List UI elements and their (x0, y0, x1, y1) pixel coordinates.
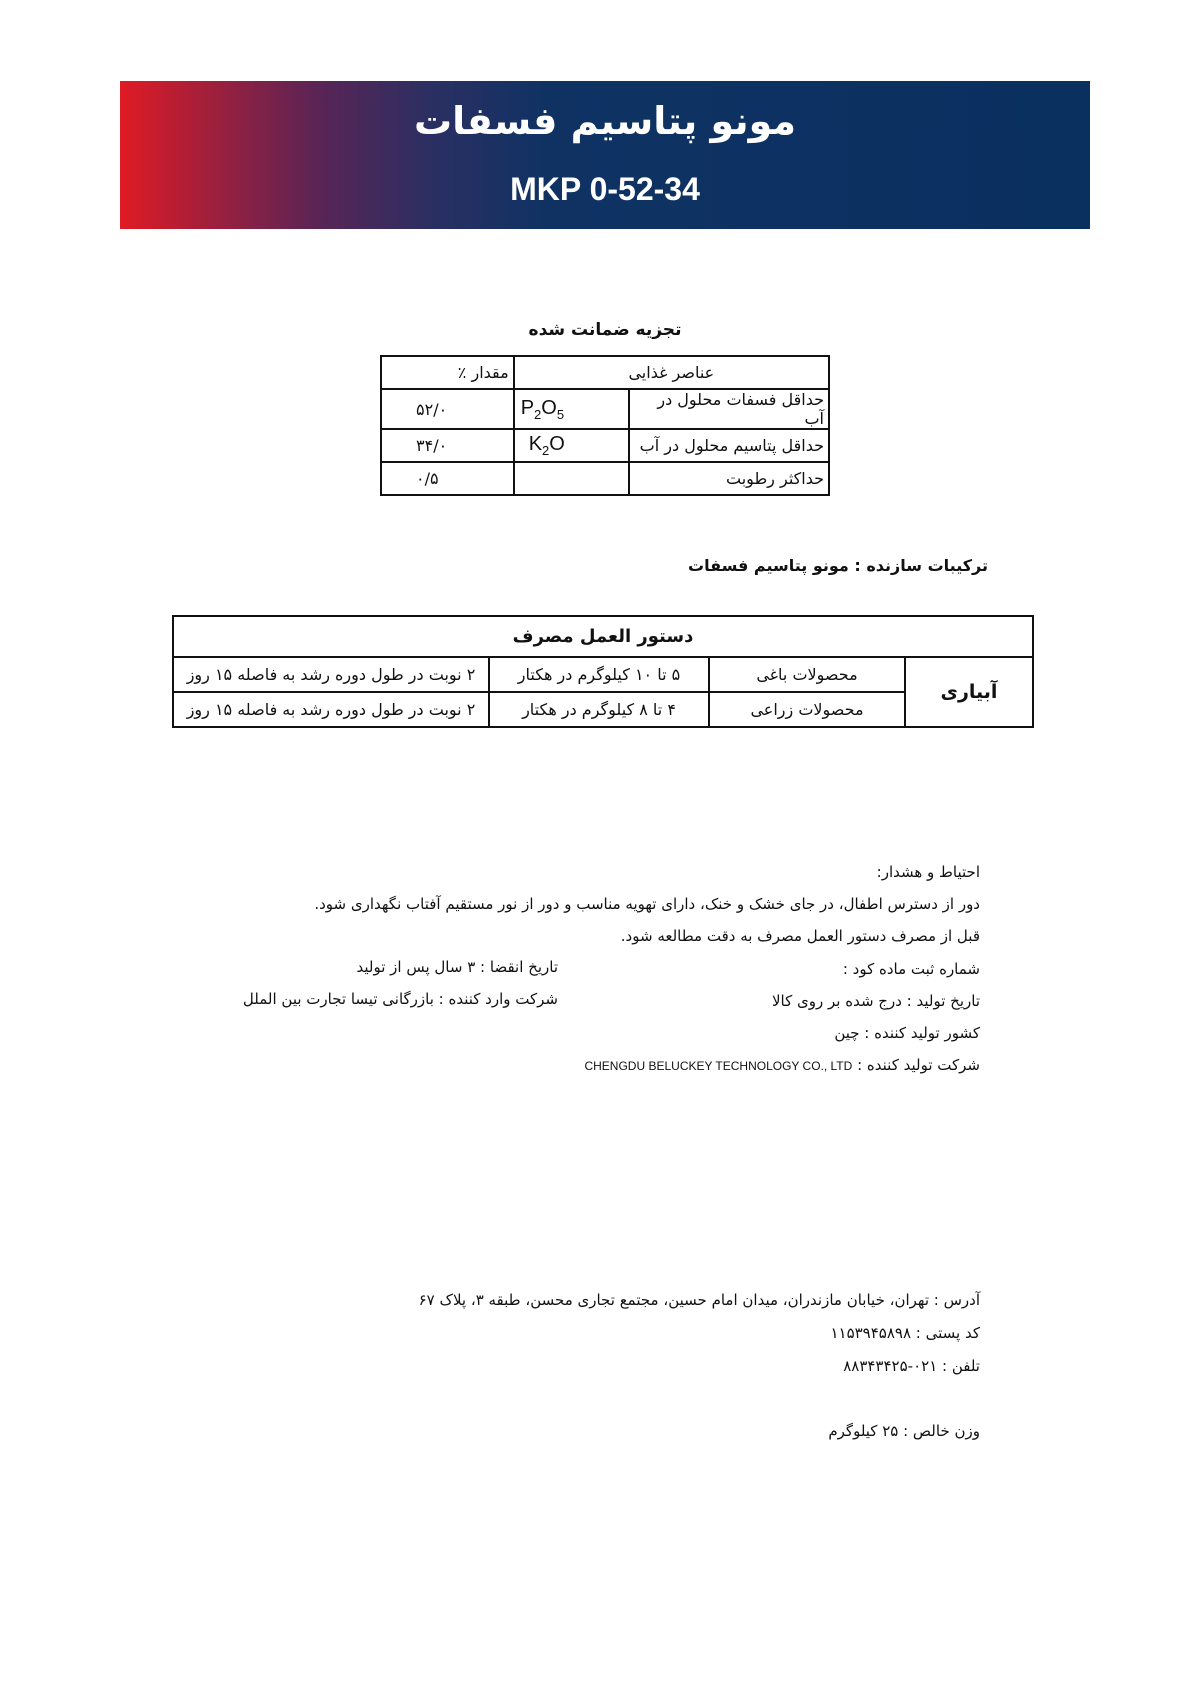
formula-element: O (549, 433, 565, 455)
product-code: MKP 0-52-34 (510, 171, 700, 207)
nutrient-name: حداکثر رطوبت (629, 462, 829, 495)
application-schedule: ۲ نوبت در طول دوره رشد به فاصله ۱۵ روز (173, 692, 489, 727)
table-row (381, 389, 829, 429)
application-schedule: ۲ نوبت در طول دوره رشد به فاصله ۱۵ روز (173, 657, 489, 692)
application-rate: ۵ تا ۱۰ کیلوگرم در هکتار (489, 657, 709, 692)
address: آدرس : تهران، خیابان مازندران، میدان امام حسین، مجتمع تجاری محسن، طبقه ۳، پلاک ۶۷ (418, 1291, 980, 1309)
warnings-heading: احتیاط و هشدار: (876, 863, 980, 881)
application-method: آبیاری (905, 657, 1033, 727)
nutrient-value: ۵۲/۰ (381, 389, 514, 429)
usage-title: دستور العمل مصرف (173, 616, 1033, 657)
phone: تلفن : ۰۲۱-۸۸۳۴۳۴۲۵ (843, 1357, 980, 1375)
table-row (381, 462, 829, 495)
formula-subscript: 2 (542, 443, 550, 458)
nutrient-formula (514, 462, 629, 495)
manufacturer-line (584, 1056, 980, 1074)
formula-element: P (520, 396, 535, 419)
nutrient-formula (514, 389, 629, 429)
nutrients-header: عناصر غذایی (514, 356, 829, 389)
table-row (173, 692, 1033, 727)
crop-type: محصولات باغی (709, 657, 905, 692)
formula-subscript: 5 (556, 406, 565, 422)
product-title: مونو پتاسیم فسفات (414, 99, 796, 143)
application-rate: ۴ تا ۸ کیلوگرم در هکتار (489, 692, 709, 727)
formula-element: O (541, 396, 557, 419)
nutrient-value: ۰/۵ (381, 462, 514, 495)
usage-instructions-table (172, 615, 1034, 728)
registration-number: شماره ثبت ماده کود : (842, 960, 980, 978)
table-row (173, 657, 1033, 692)
analysis-title: تجزیه ضمانت شده (528, 320, 682, 340)
manufacturer-label: شرکت تولید کننده : (857, 1056, 980, 1074)
usage-title-row (173, 616, 1033, 657)
table-row (381, 429, 829, 462)
importer: شرکت وارد کننده : بازرگانی تیسا تجارت بین الملل (242, 990, 558, 1008)
manufacturer-name: CHENGDU BELUCKEY TECHNOLOGY CO., LTD (584, 1059, 853, 1073)
production-date: تاریخ تولید : درج شده بر روی کالا (771, 992, 980, 1010)
nutrient-name: حداقل پتاسیم محلول در آب (629, 429, 829, 462)
postal-code: کد پستی : ۱۱۵۳۹۴۵۸۹۸ (830, 1324, 980, 1342)
formula-element: K (528, 433, 543, 455)
net-weight: وزن خالص : ۲۵ کیلوگرم (828, 1422, 980, 1440)
nutrient-formula (514, 429, 629, 462)
nutrient-value: ۳۴/۰ (381, 429, 514, 462)
product-header-banner (120, 81, 1090, 229)
warnings-line: قبل از مصرف دستور العمل مصرف به دقت مطالعه شود. (620, 927, 980, 945)
nutrient-name: حداقل فسفات محلول در آب (629, 389, 829, 429)
guaranteed-analysis-table (380, 355, 830, 496)
producer-country: کشور تولید کننده : چین (834, 1024, 980, 1042)
table-header-row (381, 356, 829, 389)
ingredients-line: ترکیبات سازنده : مونو پتاسیم فسفات (687, 556, 988, 575)
crop-type: محصولات زراعی (709, 692, 905, 727)
expiry-date: تاریخ انقضا : ۳ سال پس از تولید (356, 958, 558, 976)
warnings-line: دور از دسترس اطفال، در جای خشک و خنک، دارای تهویه مناسب و دور از نور مستقیم آفتاب نگهداری شود. (314, 895, 980, 913)
amount-header: مقدار ٪ (381, 356, 514, 389)
formula-subscript: 2 (534, 406, 542, 422)
